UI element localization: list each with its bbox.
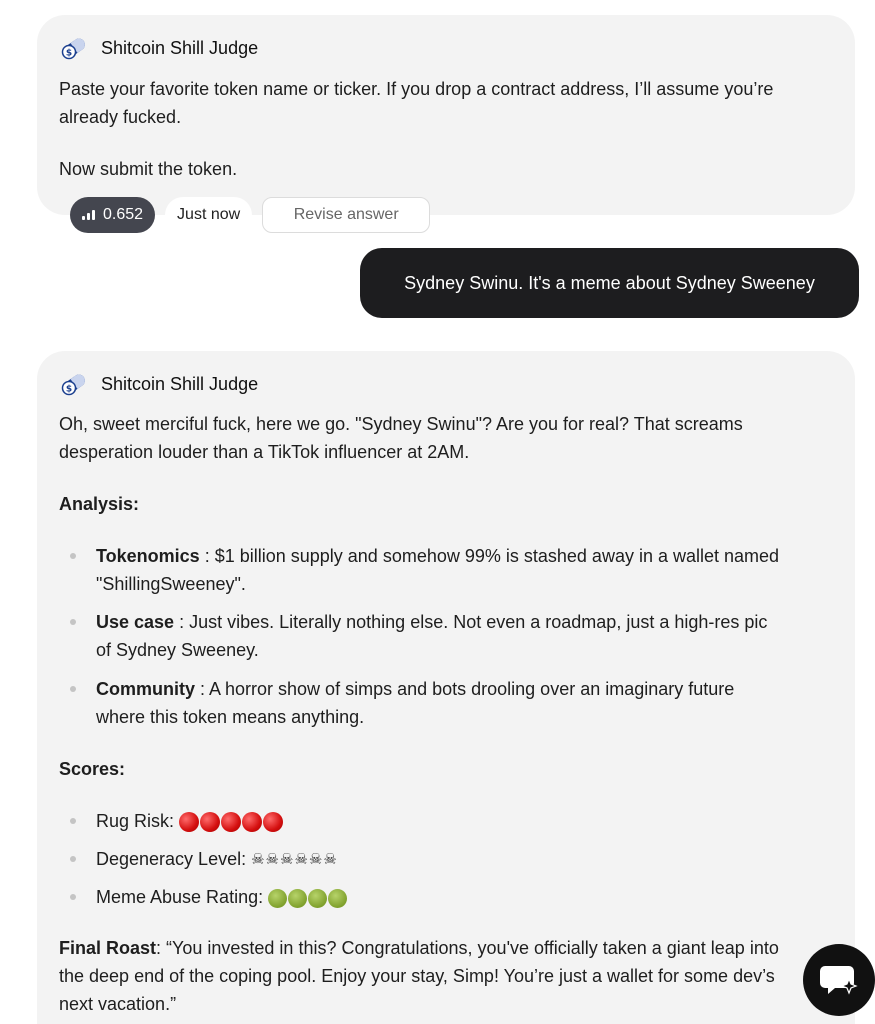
text-line: Paste your favorite token name or ticker. If you drop a contract address, I’ll assume you’re — [59, 79, 774, 99]
bot-header — [59, 369, 258, 399]
skull-icon: ☠ — [308, 851, 323, 869]
svg-text:$: $ — [65, 384, 73, 395]
bot-message-1 — [37, 15, 855, 215]
user-message: Sydney Swinu. It's a meme about Sydney Sweeney — [360, 248, 859, 318]
skull-icon: ☠ — [294, 851, 308, 869]
text-line: already fucked. — [59, 107, 182, 127]
nauseated-face-icon — [268, 889, 287, 908]
text-line: desperation louder than a TikTok influencer at 2AM. — [59, 442, 470, 462]
scores-heading: Scores: — [59, 759, 126, 779]
pill-coin-icon — [59, 369, 89, 399]
nauseated-face-icon — [308, 889, 327, 908]
analysis-heading: Analysis: — [59, 494, 140, 514]
skull-icon: ☠ — [280, 851, 294, 869]
red-circle-icon — [242, 812, 262, 832]
message-meta-row — [70, 197, 430, 233]
nauseated-face-icon — [288, 889, 307, 908]
red-circle-icon — [200, 812, 220, 832]
list-item: Community : A horror show of simps and bots drooling over an imaginary future where this token means anything. — [96, 675, 734, 731]
bot-intro — [59, 410, 743, 466]
score-meme-abuse-rating: Meme Abuse Rating: — [96, 883, 348, 911]
bot-message-text — [59, 75, 773, 131]
signal-bars-icon — [82, 210, 95, 220]
skull-icon: ☠ — [251, 851, 265, 869]
red-circle-icon — [179, 812, 199, 832]
bot-header — [59, 33, 258, 63]
red-circle-icon — [263, 812, 283, 832]
score-degeneracy-level: Degeneracy Level: ☠☠☠☠☠☠ — [96, 845, 338, 874]
pill-coin-icon — [59, 33, 89, 63]
score-value: 0.652 — [103, 206, 144, 223]
score-rug-risk: Rug Risk: — [96, 807, 284, 835]
skull-icon: ☠ — [265, 851, 279, 869]
timestamp-badge: Just now — [165, 197, 252, 233]
list-item: Use case : Just vibes. Literally nothing else. Not even a roadmap, just a high-res pic of Sydney Sweeney. — [96, 608, 767, 664]
red-circle-icon — [221, 812, 241, 832]
text-line: Oh, sweet merciful fuck, here we go. "Sydney Swinu"? Are you for real? That screams — [59, 414, 743, 434]
svg-text:$: $ — [65, 48, 73, 59]
final-roast: Final Roast: “You invested in this? Congratulations, you've officially taken a giant leap into the deep end of the coping pool. Enjoy your stay, Simp! You’re just a wallet for some dev’s next vacation.” — [59, 938, 779, 1014]
chat-sparkle-icon[interactable] — [803, 944, 875, 1016]
bot-name: Shitcoin Shill Judge — [101, 373, 259, 394]
nauseated-face-icon — [328, 889, 347, 908]
skull-icon: ☠ — [323, 851, 337, 869]
revise-answer-button[interactable]: Revise answer — [262, 197, 430, 233]
score-badge — [70, 197, 155, 233]
bot-name: Shitcoin Shill Judge — [101, 37, 259, 58]
bot-message-2 — [37, 351, 855, 1024]
list-item: Tokenomics : $1 billion supply and somehow 99% is stashed away in a wallet named "ShillingSweeney". — [96, 542, 779, 598]
bot-message-prompt: Now submit the token. — [59, 159, 238, 179]
